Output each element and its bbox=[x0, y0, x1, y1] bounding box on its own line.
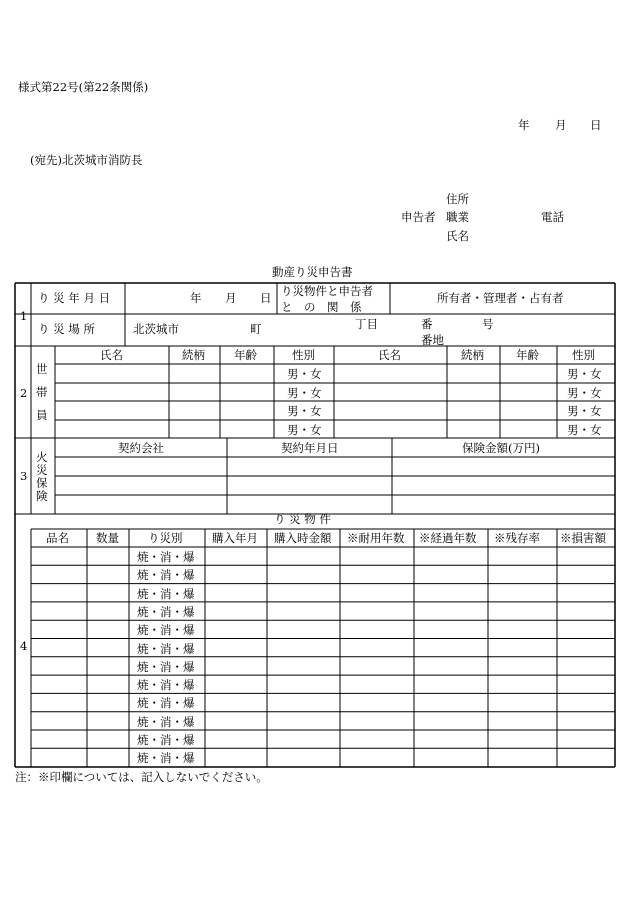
banchi-label: 番地 bbox=[421, 333, 444, 347]
relation-label-1: り災物件と申告者 bbox=[281, 284, 373, 298]
relation-label-2: と の 関 係 bbox=[281, 300, 362, 314]
household-gender-header-2: 性別 bbox=[572, 348, 595, 362]
household-gender-option-left: 男・女 bbox=[287, 385, 322, 400]
address-label: 住所 bbox=[446, 192, 469, 206]
city-name: 北茨城市 bbox=[133, 322, 179, 336]
header-damage-type: り災別 bbox=[148, 531, 183, 545]
disaster-year-label: 年 bbox=[190, 291, 202, 305]
damage-type-option: 焼・消・爆 bbox=[137, 568, 195, 583]
household-relation-header-2: 続柄 bbox=[461, 348, 484, 362]
header-elapsed-years: ※経過年数 bbox=[419, 531, 477, 545]
damage-type-option: 焼・消・爆 bbox=[137, 659, 195, 674]
town-label: 町 bbox=[250, 322, 262, 336]
date-month-label: 月 bbox=[555, 118, 567, 132]
household-name-header-2: 氏名 bbox=[378, 348, 401, 362]
household-gender-option-right: 男・女 bbox=[567, 367, 602, 381]
household-gender-option-left: 男・女 bbox=[287, 404, 322, 418]
header-residual-rate: ※残存率 bbox=[494, 531, 540, 545]
header-purchase-amount: 購入時金額 bbox=[274, 531, 332, 545]
header-purchase-date: 購入年月 bbox=[212, 531, 258, 545]
disaster-month-label: 月 bbox=[225, 291, 237, 305]
section3-number: 3 bbox=[20, 469, 28, 483]
disaster-date-label: り 災 年 月 日 bbox=[38, 291, 111, 305]
date-day-label: 日 bbox=[590, 118, 602, 132]
header-useful-life: ※耐用年数 bbox=[347, 531, 405, 545]
addressee: (宛先)北茨城市消防長 bbox=[30, 153, 143, 167]
form-title: 動産り災申告書 bbox=[272, 265, 353, 279]
form-number: 様式第22号(第22条関係) bbox=[18, 80, 149, 94]
household-gender-option-right: 男・女 bbox=[567, 385, 602, 400]
household-gender-option-right: 男・女 bbox=[567, 404, 602, 418]
occupation-label: 職業 bbox=[446, 210, 469, 224]
disaster-day-label: 日 bbox=[260, 291, 272, 305]
household-gender-option-left: 男・女 bbox=[287, 367, 322, 381]
insurance-company-header: 契約会社 bbox=[118, 441, 164, 455]
date-year-label: 年 bbox=[518, 118, 530, 132]
disaster-place-label: り 災 場 所 bbox=[38, 322, 95, 336]
insurance-date-header: 契約年月日 bbox=[281, 441, 339, 455]
insurance-label-4: 険 bbox=[36, 489, 48, 503]
header-item-name: 品名 bbox=[46, 531, 69, 545]
go-label: 号 bbox=[482, 317, 494, 331]
damage-type-option: 焼・消・爆 bbox=[137, 641, 195, 656]
relation-value: 所有者・管理者・占有者 bbox=[437, 291, 564, 305]
household-age-header-2: 年齢 bbox=[516, 348, 539, 362]
section4-number: 4 bbox=[20, 639, 28, 653]
household-gender-header: 性別 bbox=[292, 348, 315, 362]
household-gender-option-right: 男・女 bbox=[567, 422, 602, 437]
insurance-amount-header: 保険金額(万円) bbox=[462, 441, 540, 455]
phone-label: 電話 bbox=[541, 210, 564, 224]
damage-type-option: 焼・消・爆 bbox=[137, 714, 195, 729]
damage-type-option: 焼・消・爆 bbox=[137, 604, 195, 619]
damage-type-option: 焼・消・爆 bbox=[137, 696, 195, 711]
insurance-label-3: 保 bbox=[36, 476, 48, 490]
section2-number: 2 bbox=[20, 386, 28, 400]
header-quantity: 数量 bbox=[96, 531, 119, 545]
ban-label: 番 bbox=[421, 317, 433, 331]
household-name-header: 氏名 bbox=[100, 348, 123, 362]
damage-type-option: 焼・消・爆 bbox=[137, 751, 195, 766]
household-age-header: 年齢 bbox=[234, 348, 257, 362]
footer-note: 注：※印欄については、記入しないでください。 bbox=[15, 770, 268, 784]
household-label-1: 世 bbox=[36, 362, 48, 376]
household-relation-header: 続柄 bbox=[182, 348, 205, 362]
name-label: 氏名 bbox=[446, 229, 469, 243]
damaged-items-title: り 災 物 件 bbox=[274, 512, 331, 526]
household-gender-option-left: 男・女 bbox=[287, 422, 322, 437]
insurance-label-1: 火 bbox=[36, 450, 48, 464]
insurance-label-2: 災 bbox=[36, 463, 48, 477]
section1-number: 1 bbox=[20, 309, 28, 323]
household-label-2: 帯 bbox=[36, 385, 48, 399]
household-label-3: 員 bbox=[36, 408, 48, 422]
damage-type-option: 焼・消・爆 bbox=[137, 623, 195, 638]
damage-type-option: 焼・消・爆 bbox=[137, 678, 195, 693]
damage-type-option: 焼・消・爆 bbox=[137, 733, 195, 747]
applicant-label: 申告者 bbox=[401, 210, 436, 224]
damage-type-option: 焼・消・爆 bbox=[137, 550, 195, 564]
damage-type-option: 焼・消・爆 bbox=[137, 586, 195, 601]
header-damage-amount: ※損害額 bbox=[560, 531, 606, 545]
chome-label: 丁目 bbox=[355, 317, 378, 331]
